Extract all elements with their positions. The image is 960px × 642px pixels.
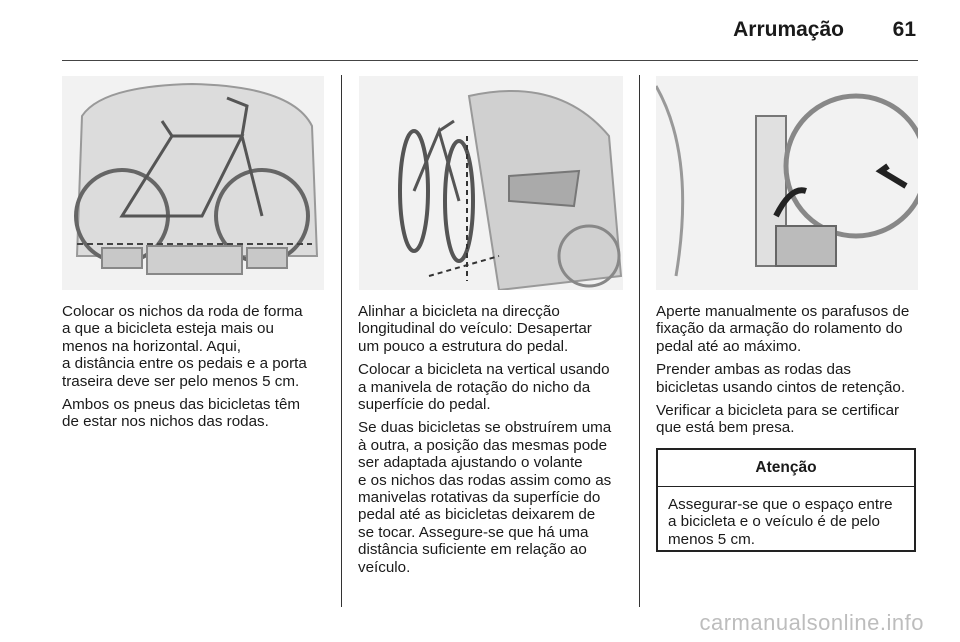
watermark: carmanualsonline.info	[699, 610, 924, 635]
column-divider-1	[341, 75, 342, 607]
page-header	[0, 18, 960, 48]
caution-box	[656, 448, 916, 552]
figure-pedal-frame	[656, 76, 918, 290]
column-3-text	[656, 303, 926, 443]
caution-body: Assegurar-se que o espaço entre a bicicleta e o veículo é de pelo menos 5 cm.	[668, 496, 893, 548]
figure-bike-vertical	[359, 76, 623, 290]
column-1-text	[62, 303, 332, 437]
section-title: Arrumação	[733, 18, 844, 41]
paragraph: Aperte manualmente os parafusos de fixação da armação do rolamento do pedal até ao máximo.	[656, 303, 910, 355]
paragraph: Alinhar a bicicleta na direcção longitudinal do veículo: Desapertar um pouco a estrutura do pedal.	[358, 303, 592, 355]
paragraph: Colocar a bicicleta na vertical usando a manivela de rotação do nicho da superfície do pedal.	[358, 361, 610, 414]
paragraph: Colocar os nichos da roda de forma a que a bicicleta esteja mais ou menos na horizontal. Aqui, a distância entre os pedais e a porta traseira deve ser pelo menos 5 cm.	[62, 303, 307, 390]
column-2-text	[358, 303, 633, 582]
figure-bike-horizontal	[62, 76, 324, 290]
column-divider-2	[639, 75, 640, 607]
header-rule	[62, 60, 918, 61]
caution-title: Atenção	[658, 450, 914, 487]
paragraph: Ambos os pneus das bicicletas têm de estar nos nichos das rodas.	[62, 396, 301, 431]
paragraph: Se duas bicicletas se obstruírem uma à outra, a posição das mesmas pode ser adaptada ajustando o volante e os nichos das rodas assim como as manivelas rotativas da superfície do pedal até as bicicletas deixarem de se tocar. Assegure-se que há uma distância suficiente em relação ao veículo.	[358, 419, 612, 576]
paragraph: Prender ambas as rodas das bicicletas usando cintos de retenção.	[656, 361, 906, 396]
paragraph: Verificar a bicicleta para se certificar que está bem presa.	[656, 402, 900, 437]
page-number: 61	[892, 18, 916, 41]
